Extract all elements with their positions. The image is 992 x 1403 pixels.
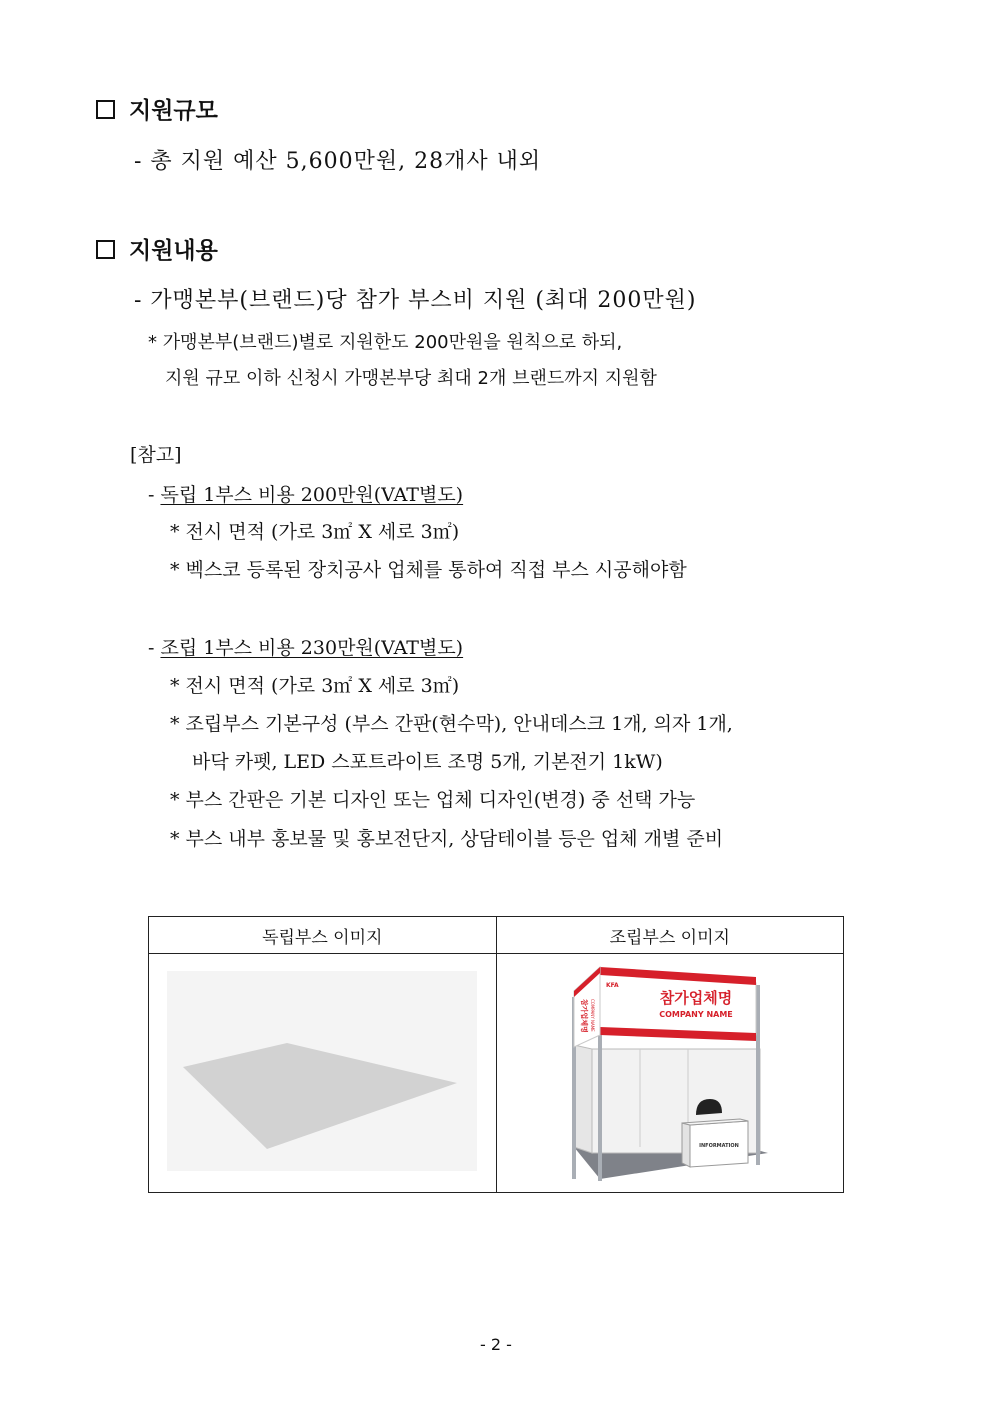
checkbox-square-icon [96, 100, 115, 119]
post [598, 1017, 602, 1181]
post [756, 985, 760, 1165]
independent-bullet: * 벡스코 등록된 장치공사 업체를 통하여 직접 부스 시공해야함 [170, 559, 687, 581]
section-title: 지원내용 [129, 238, 218, 264]
support-note-2: 지원 규모 이하 신청시 가맹본부당 최대 2개 브랜드까지 지원함 [165, 368, 657, 389]
section-title: 지원규모 [129, 98, 218, 124]
reference-label: [참고] [130, 444, 182, 466]
assembled-image-header: 조립부스 이미지 [496, 917, 844, 954]
checkbox-square-icon [96, 240, 115, 259]
booth-image-table [148, 916, 844, 1193]
assembled-bullet: * 조립부스 기본구성 (부스 간판(현수막), 안내데스크 1개, 의자 1개, [170, 713, 733, 735]
assembled-image-cell [496, 954, 844, 1193]
independent-image-header: 독립부스 이미지 [149, 917, 497, 954]
desk-label: INFORMATION [698, 1143, 739, 1149]
independent-title-text: 독립 1부스 비용 200만원(VAT별도) [160, 484, 464, 506]
side-wall [574, 1045, 592, 1153]
assembled-bullet: 바닥 카펫, LED 스포트라이트 조명 5개, 기본전기 1kW) [192, 751, 663, 773]
budget-line: - 총 지원 예산 5,600만원, 28개사 내외 [134, 149, 542, 174]
independent-booth-title [148, 480, 463, 507]
page-number: - 2 - [480, 1335, 512, 1354]
dash: - [148, 484, 161, 506]
info-desk-side [682, 1123, 690, 1167]
independent-image-cell [149, 954, 497, 1193]
independent-bullet: * 전시 면적 (가로 3㎡ X 세로 3㎡) [170, 521, 460, 543]
assembled-bullet: * 전시 면적 (가로 3㎡ X 세로 3㎡) [170, 675, 460, 697]
assembled-bullet: * 부스 간판은 기본 디자인 또는 업체 디자인(변경) 중 선택 가능 [170, 789, 696, 811]
assembled-bullet: * 부스 내부 홍보물 및 홍보전단지, 상담테이블 등은 업체 개별 준비 [170, 828, 724, 850]
dash: - [148, 637, 161, 659]
independent-booth-image [167, 971, 477, 1171]
assembled-booth-title [148, 633, 463, 660]
assembled-title-text: 조립 1부스 비용 230만원(VAT별도) [160, 637, 464, 659]
section-heading-content [96, 232, 218, 265]
support-note-1: * 가맹본부(브랜드)별로 지원한도 200만원을 원칙으로 하되, [148, 332, 623, 353]
section-heading-scale [96, 92, 218, 125]
support-line: - 가맹본부(브랜드)당 참가 부스비 지원 (최대 200만원) [134, 288, 697, 313]
side-company-ko: 참가업체명 [579, 999, 588, 1033]
fascia-company-ko: 참가업체명 [659, 989, 732, 1007]
assembled-booth-image [570, 957, 770, 1185]
logo-text: KFA [605, 982, 619, 989]
fascia-company-en: COMPANY NAME [658, 1010, 733, 1019]
side-company-en: COMPANY NAME [589, 999, 595, 1032]
